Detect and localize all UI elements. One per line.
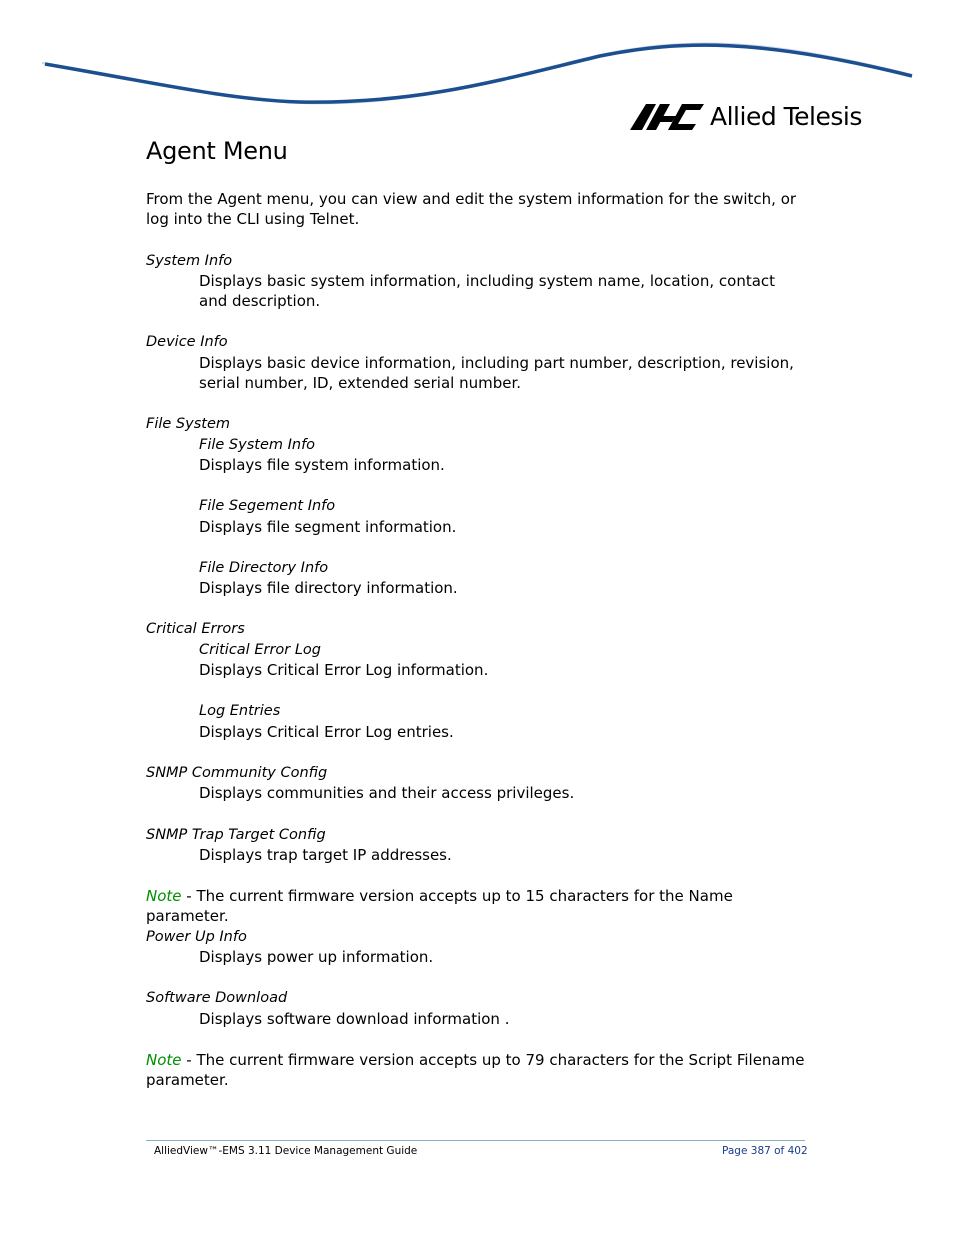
page-title: Agent Menu [146, 137, 288, 165]
entry-term: System Info [146, 252, 233, 269]
sub-entry-term: Log Entries [199, 703, 281, 720]
note-text: - The current firmware version accepts up to 15 characters for the Name parameter. [146, 887, 733, 926]
sub-entry [146, 701, 806, 742]
snmp-trap-entry [146, 825, 806, 866]
allied-telesis-logo-mark-icon [630, 102, 706, 132]
note-paragraph [146, 1050, 806, 1091]
entry-term: Software Download [146, 990, 288, 1007]
critical-errors-entry [146, 619, 806, 741]
snmp-community-entry [146, 763, 806, 804]
entry-term: Critical Errors [146, 621, 245, 638]
footer-document-title: AlliedView™-EMS 3.11 Device Management Guide [154, 1145, 418, 1157]
device-info-entry [146, 332, 806, 393]
sub-entry-term: File Segement Info [199, 498, 336, 515]
note-paragraph [146, 886, 806, 927]
sub-entry-description: Displays file directory information. [199, 579, 458, 598]
system-info-entry [146, 251, 806, 312]
document-body [146, 189, 806, 1091]
sub-entry [146, 640, 806, 681]
entry-description: Displays basic system information, including system name, location, contact and description. [199, 271, 776, 311]
sub-entry-term: File Directory Info [199, 559, 329, 576]
footer-page-number: Page 387 of 402 [722, 1145, 808, 1157]
sub-entry-description: Displays Critical Error Log entries. [199, 722, 454, 741]
entry-description: Displays trap target IP addresses. [199, 845, 452, 864]
entry-term: Device Info [146, 334, 228, 351]
logo-text: Allied Telesis [710, 102, 862, 131]
intro-paragraph: From the Agent menu, you can view and edit the system information for the switch, or log into the CLI using Telnet. [146, 190, 797, 229]
entry-description: Displays power up information. [199, 948, 434, 967]
entry-description: Displays software download information . [199, 1009, 510, 1028]
sub-entry-description: Displays Critical Error Log information. [199, 661, 489, 680]
entry-term: File System [146, 416, 230, 433]
sub-entry-term: Critical Error Log [199, 641, 322, 658]
file-system-entry [146, 414, 806, 598]
software-download-entry [146, 988, 806, 1029]
footer-divider [146, 1140, 805, 1141]
note-text: - The current firmware version accepts up to 79 characters for the Script Filename parameter. [146, 1050, 805, 1090]
sub-entry-description: Displays file segment information. [199, 517, 457, 536]
note-label: Note [146, 1050, 182, 1069]
sub-entry [146, 435, 806, 476]
entry-term: SNMP Community Config [146, 764, 328, 781]
entry-term: SNMP Trap Target Config [146, 826, 326, 843]
sub-entry [146, 496, 806, 537]
entry-term: Power Up Info [146, 928, 247, 945]
allied-telesis-logo [630, 99, 862, 135]
note-label: Note [146, 887, 182, 906]
power-up-entry [146, 927, 806, 968]
sub-entry-description: Displays file system information. [199, 455, 445, 474]
entry-description: Displays basic device information, including part number, description, revision, serial number, ID, extended serial number. [199, 353, 794, 393]
sub-entry [146, 558, 806, 599]
entry-description: Displays communities and their access privileges. [199, 784, 575, 803]
sub-entry-term: File System Info [199, 436, 316, 453]
